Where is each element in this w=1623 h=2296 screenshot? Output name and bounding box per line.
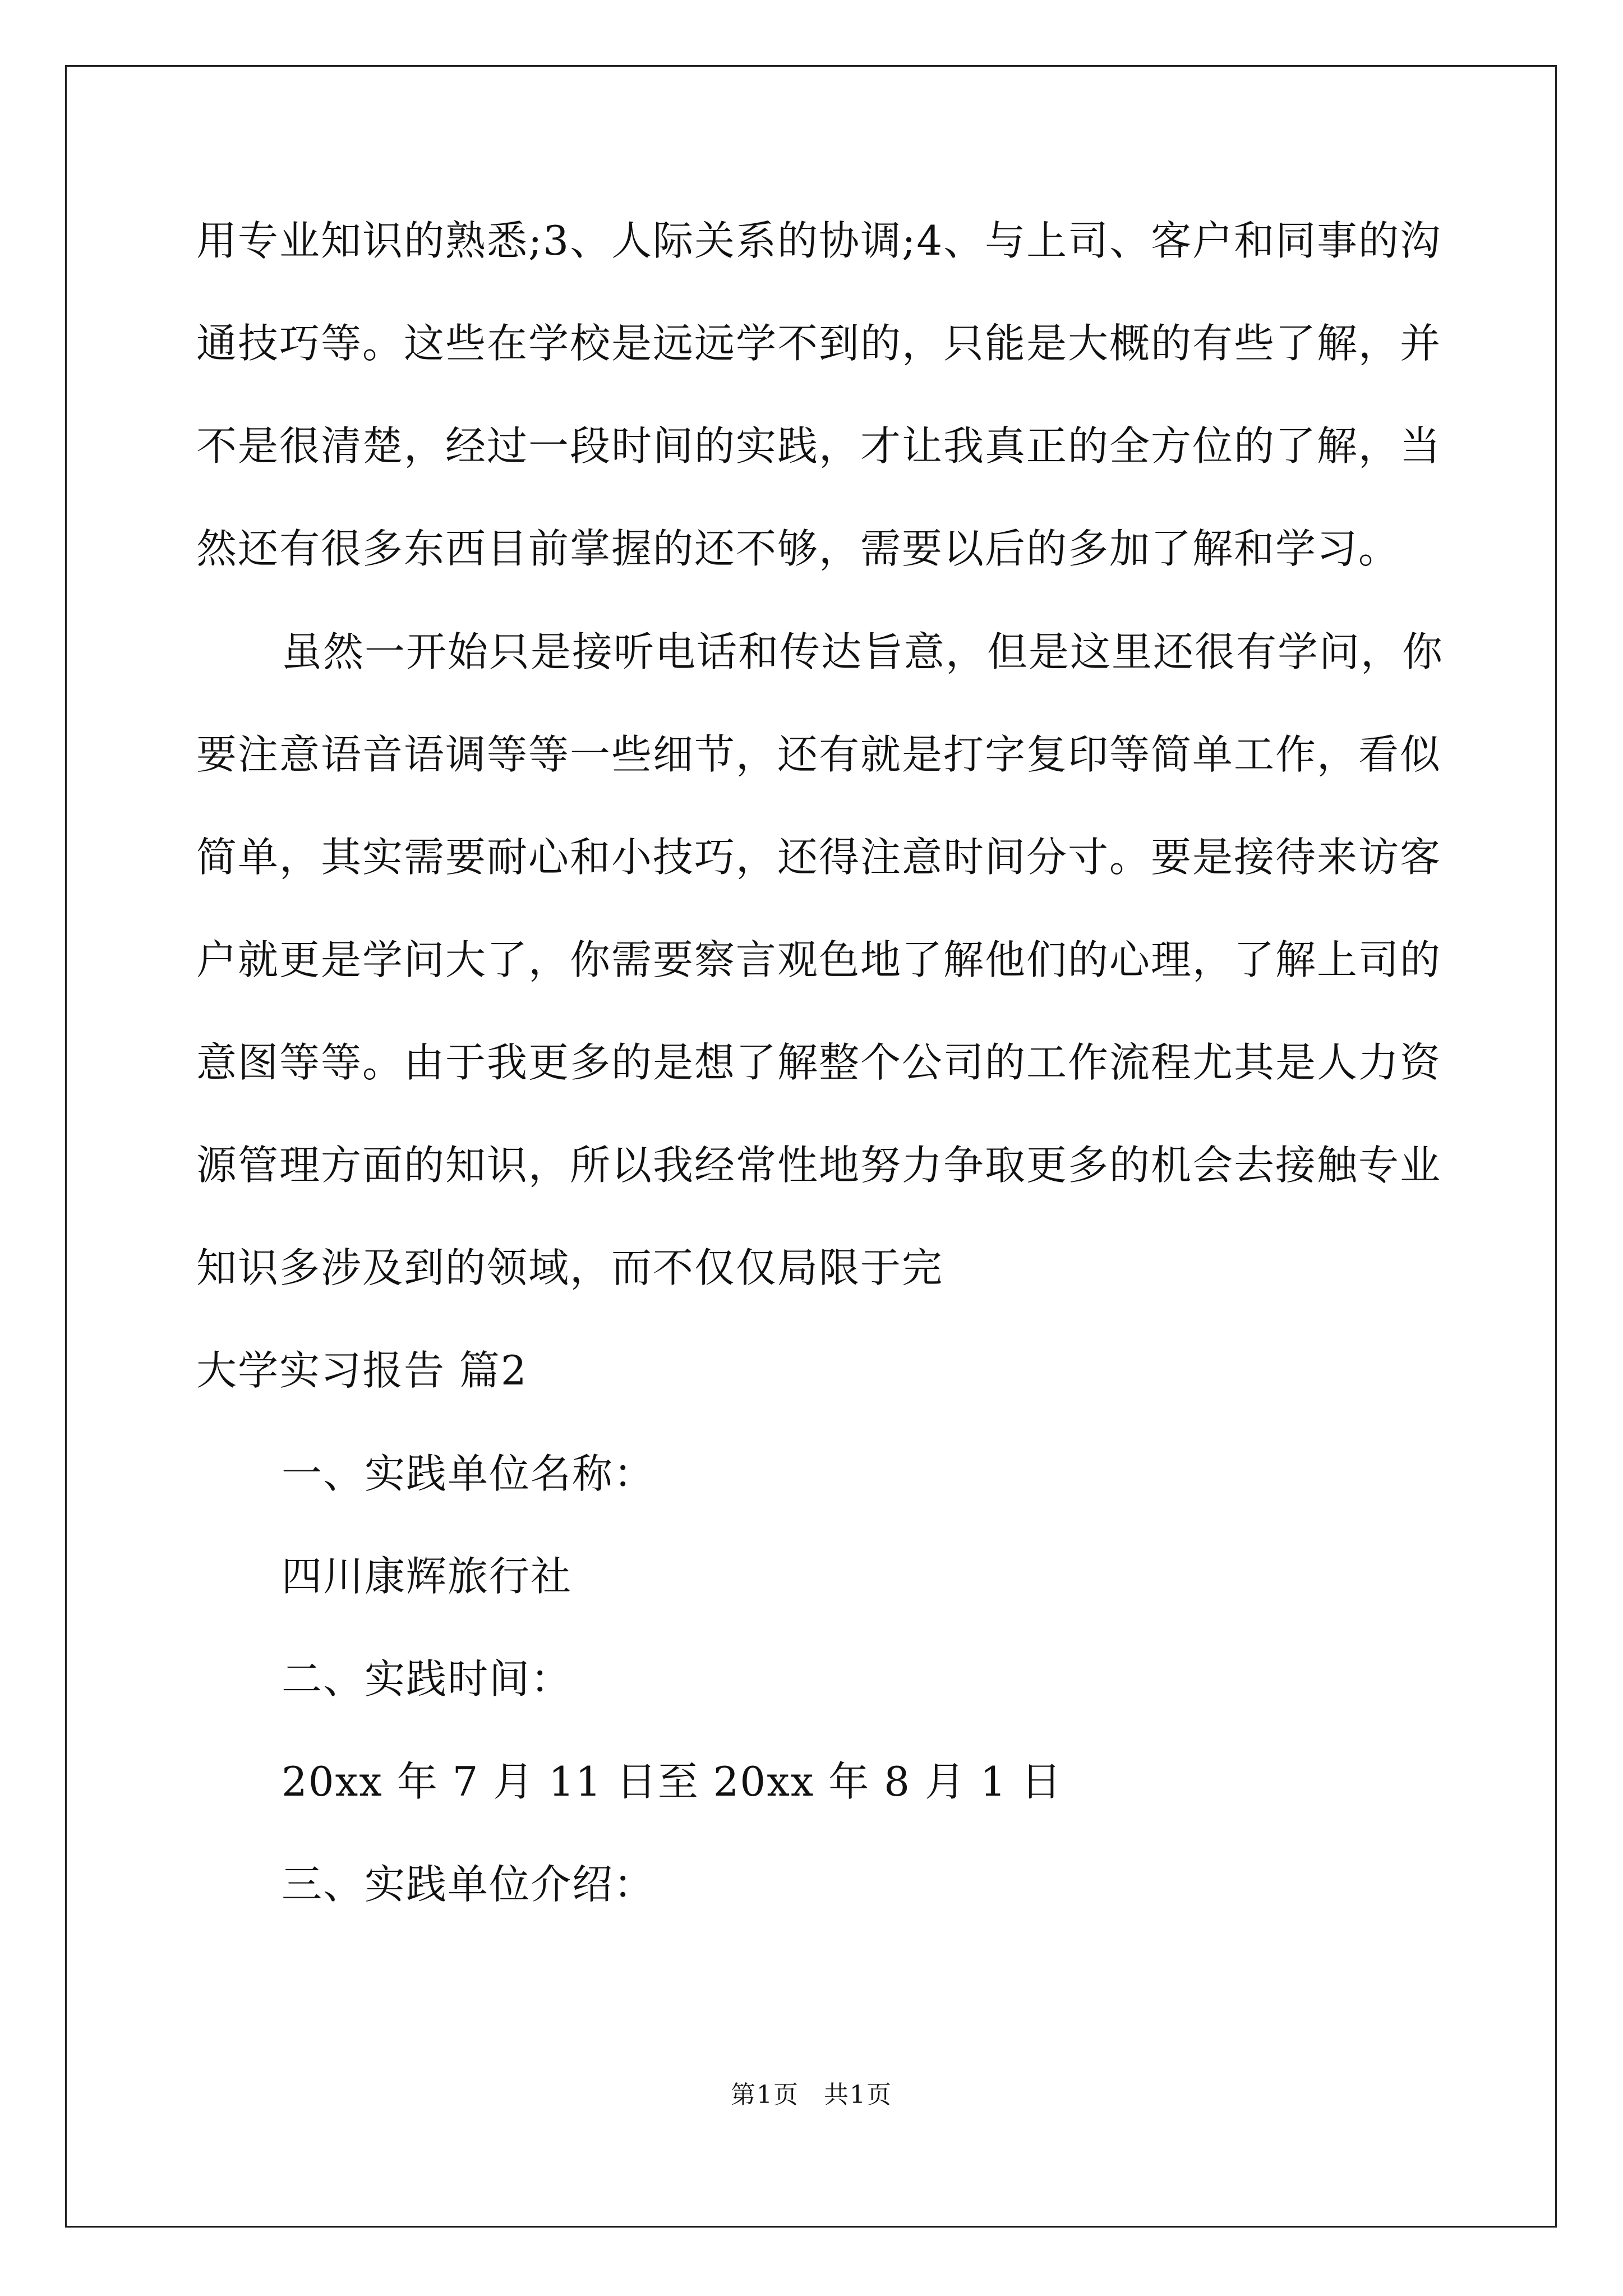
page-total: 共1页 [824, 2081, 892, 2109]
paragraph-1-line-1: 用专业知识的熟悉;3、人际关系的协调;4、与上司、客户和同事的沟 [196, 217, 1442, 264]
item-time-heading: 二、实践时间： [282, 1655, 573, 1703]
paragraph-1-line-4: 然还有很多东西目前掌握的还不够，需要以后的多加了解和学习。 [196, 525, 1400, 572]
item-unit-name: 四川康辉旅行社 [282, 1553, 573, 1600]
paragraph-2-line-4: 户就更是学问大了，你需要察言观色地了解他们的心理，了解上司的 [196, 936, 1442, 983]
paragraph-1-line-2: 通技巧等。这些在学校是远远学不到的，只能是大概的有些了解，并 [196, 320, 1442, 367]
section-title: 大学实习报告 篇2 [196, 1347, 528, 1394]
paragraph-2-line-1: 虽然一开始只是接听电话和传达旨意，但是这里还很有学问，你 [282, 628, 1444, 675]
paragraph-2-line-5: 意图等等。由于我更多的是想了解整个公司的工作流程尤其是人力资 [196, 1039, 1442, 1086]
item-unit-name-heading: 一、实践单位名称： [282, 1450, 656, 1497]
item-unit-intro-heading: 三、实践单位介绍： [282, 1861, 656, 1908]
item-time: 20xx 年 7 月 11 日至 20xx 年 8 月 1 日 [282, 1758, 1063, 1805]
paragraph-1-line-3: 不是很清楚，经过一段时间的实践，才让我真正的全方位的了解，当 [196, 422, 1442, 470]
paragraph-2-line-2: 要注意语音语调等等一些细节，还有就是打字复印等简单工作，看似 [196, 731, 1442, 778]
page-footer [0, 2078, 1623, 2112]
page-current: 第1页 [731, 2081, 799, 2109]
paragraph-2-line-7: 知识多涉及到的领域，而不仅仅局限于完 [196, 1244, 944, 1291]
paragraph-2-line-3: 简单，其实需要耐心和小技巧，还得注意时间分寸。要是接待来访客 [196, 834, 1442, 881]
paragraph-2-line-6: 源管理方面的知识，所以我经常性地努力争取更多的机会去接触专业 [196, 1142, 1442, 1189]
